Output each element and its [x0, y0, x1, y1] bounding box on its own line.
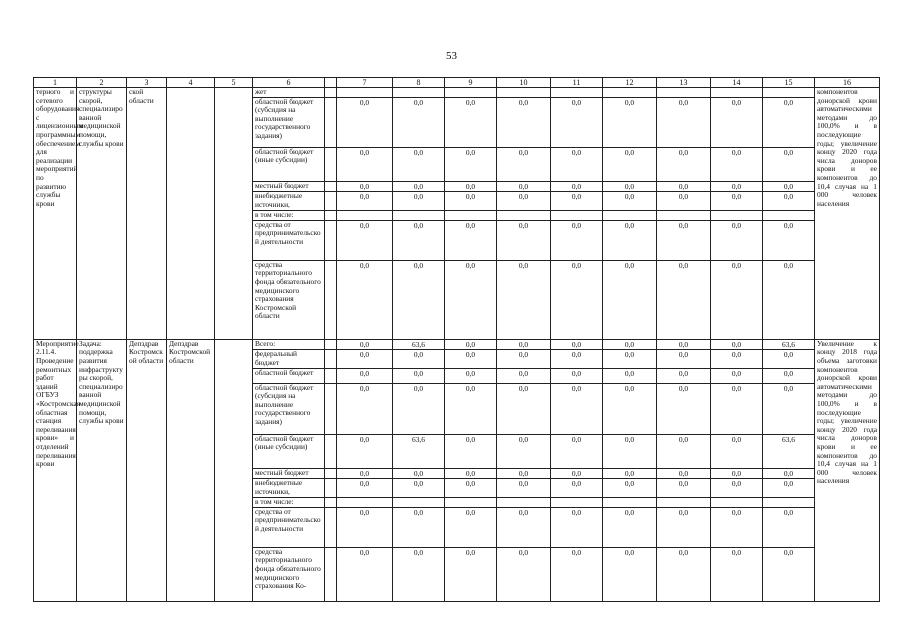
value-cell	[657, 88, 711, 98]
value-cell: 0,0	[551, 147, 603, 181]
value-cell: 0,0	[445, 434, 497, 468]
value-cell: 0,0	[337, 97, 393, 147]
value-cell: 0,0	[763, 181, 815, 192]
spacer-cell	[325, 192, 337, 211]
value-cell: 0,0	[445, 368, 497, 383]
value-cell	[603, 211, 657, 221]
spacer-cell	[325, 498, 337, 508]
column-header: 1	[34, 78, 77, 88]
value-cell: 0,0	[393, 147, 445, 181]
value-cell: 0,0	[393, 479, 445, 498]
value-cell: 0,0	[337, 350, 393, 368]
column-header: 13	[657, 78, 711, 88]
funding-source-cell: областной бюджет (субсидия на выполнение государственного задания)	[253, 383, 325, 434]
value-cell: 0,0	[603, 192, 657, 211]
value-cell: 0,0	[711, 220, 763, 260]
value-cell: 0,0	[445, 479, 497, 498]
value-cell: 0,0	[763, 383, 815, 434]
value-cell: 0,0	[711, 479, 763, 498]
value-cell: 0,0	[551, 383, 603, 434]
spacer-cell	[325, 383, 337, 434]
value-cell: 0,0	[711, 468, 763, 479]
value-cell: 0,0	[603, 220, 657, 260]
column-header: 12	[603, 78, 657, 88]
value-cell: 0,0	[657, 507, 711, 547]
value-cell: 0,0	[763, 260, 815, 339]
value-cell	[763, 498, 815, 508]
value-cell: 0,0	[711, 181, 763, 192]
value-cell: 0,0	[445, 468, 497, 479]
value-cell: 0,0	[603, 181, 657, 192]
spacer-cell	[325, 507, 337, 547]
spacer-cell	[325, 368, 337, 383]
spacer-cell	[325, 97, 337, 147]
value-cell: 0,0	[551, 468, 603, 479]
value-cell: 0,0	[763, 192, 815, 211]
column-header: 2	[77, 78, 127, 88]
value-cell: 0,0	[657, 147, 711, 181]
value-cell	[445, 498, 497, 508]
value-cell: 0,0	[445, 339, 497, 350]
value-cell: 0,0	[711, 260, 763, 339]
value-cell: 0,0	[551, 547, 603, 601]
column-header: 9	[445, 78, 497, 88]
column-header	[325, 78, 337, 88]
value-cell: 63,6	[393, 434, 445, 468]
activity-name-cell: Мероприятие 2.11.4. Проведение ремонтных работ зданий ОГБУЗ «Костромская областная станция переливания крови» и отделений переливания крови	[34, 339, 77, 601]
value-cell: 0,0	[337, 260, 393, 339]
spacer-cell	[325, 479, 337, 498]
value-cell: 0,0	[603, 368, 657, 383]
value-cell: 0,0	[711, 147, 763, 181]
value-cell	[497, 211, 551, 221]
value-cell	[551, 88, 603, 98]
value-cell: 0,0	[603, 479, 657, 498]
value-cell: 0,0	[497, 368, 551, 383]
value-cell: 0,0	[337, 220, 393, 260]
funding-source-cell: областной бюджет (субсидия на выполнение государственного задания)	[253, 97, 325, 147]
funding-source-cell: жет	[253, 88, 325, 98]
value-cell: 0,0	[393, 350, 445, 368]
spacer-cell	[325, 211, 337, 221]
value-cell: 0,0	[657, 181, 711, 192]
spacer-cell	[325, 350, 337, 368]
spacer-cell	[325, 434, 337, 468]
value-cell: 0,0	[603, 339, 657, 350]
value-cell: 0,0	[497, 97, 551, 147]
value-cell: 0,0	[445, 547, 497, 601]
executor-cell: Депздрав Костромской области	[127, 339, 167, 601]
value-cell: 0,0	[551, 434, 603, 468]
value-cell: 0,0	[711, 434, 763, 468]
value-cell	[497, 498, 551, 508]
value-cell: 0,0	[393, 260, 445, 339]
value-cell: 0,0	[603, 350, 657, 368]
value-cell: 0,0	[657, 383, 711, 434]
expected-result-cell: Увеличение к концу 2018 года объема заготовки компонентов донорской крови автоматическими методами до 100,0% и в последующие годы; увеличение концу 2020 года числа доноров крови и ее компонентов до 10,4 случая на 1 000 человек населения	[815, 339, 880, 601]
value-cell: 0,0	[497, 181, 551, 192]
spacer-cell	[325, 468, 337, 479]
value-cell: 0,0	[551, 260, 603, 339]
value-cell: 0,0	[657, 192, 711, 211]
value-cell: 0,0	[393, 468, 445, 479]
value-cell: 0,0	[337, 434, 393, 468]
task-cell: структуры скорой, специализированной медицинской помощи, службы крови	[77, 88, 127, 340]
funding-source-cell: средства от предпринимательской деятельности	[253, 507, 325, 547]
value-cell: 0,0	[337, 479, 393, 498]
header-row	[34, 78, 880, 88]
column-header: 14	[711, 78, 763, 88]
value-cell: 0,0	[337, 383, 393, 434]
value-cell: 0,0	[393, 181, 445, 192]
value-cell: 0,0	[603, 507, 657, 547]
column-header: 16	[815, 78, 880, 88]
value-cell: 0,0	[711, 383, 763, 434]
value-cell	[393, 88, 445, 98]
funding-source-cell: средства территориального фонда обязательного медицинского страхования Костромской области	[253, 260, 325, 339]
value-cell: 0,0	[657, 434, 711, 468]
value-cell: 63,6	[763, 434, 815, 468]
value-cell: 0,0	[711, 192, 763, 211]
funding-source-cell: областной бюджет (иные субсидии)	[253, 147, 325, 181]
spacer-cell	[325, 260, 337, 339]
value-cell: 0,0	[711, 97, 763, 147]
expected-result-cell: компонентов донорской крови автоматическими методами до 100,0% и в последующие годы; увеличение концу 2020 года числа доноров крови и ее компонентов до 10,4 случая на 1 000 человек населения	[815, 88, 880, 340]
spacer-cell	[325, 547, 337, 601]
value-cell: 0,0	[497, 383, 551, 434]
value-cell: 0,0	[551, 97, 603, 147]
value-cell: 0,0	[497, 192, 551, 211]
value-cell: 0,0	[393, 220, 445, 260]
spacer-cell	[325, 88, 337, 98]
value-cell	[551, 211, 603, 221]
value-cell: 0,0	[497, 350, 551, 368]
value-cell: 0,0	[551, 368, 603, 383]
value-cell: 0,0	[603, 97, 657, 147]
value-cell: 0,0	[763, 547, 815, 601]
value-cell	[337, 88, 393, 98]
value-cell: 0,0	[445, 147, 497, 181]
funding-source-cell: средства территориального фонда обязательного медицинского страхования Ко-	[253, 547, 325, 601]
spacer-cell	[325, 339, 337, 350]
value-cell: 0,0	[763, 350, 815, 368]
value-cell: 0,0	[711, 507, 763, 547]
value-cell: 0,0	[711, 368, 763, 383]
value-cell: 0,0	[711, 350, 763, 368]
funding-source-cell: областной бюджет (иные субсидии)	[253, 434, 325, 468]
value-cell	[763, 211, 815, 221]
value-cell: 0,0	[551, 220, 603, 260]
value-cell: 0,0	[551, 181, 603, 192]
value-cell: 0,0	[657, 479, 711, 498]
value-cell: 0,0	[445, 507, 497, 547]
value-cell	[393, 498, 445, 508]
value-cell: 0,0	[497, 507, 551, 547]
value-cell: 0,0	[657, 368, 711, 383]
value-cell: 0,0	[603, 547, 657, 601]
value-cell: 0,0	[763, 147, 815, 181]
empty-cell	[215, 339, 253, 601]
value-cell: 0,0	[657, 350, 711, 368]
value-cell: 0,0	[445, 350, 497, 368]
value-cell	[337, 498, 393, 508]
coexecutor-cell: Депздрав Костромской области	[167, 339, 215, 601]
value-cell: 63,6	[763, 339, 815, 350]
value-cell: 0,0	[603, 468, 657, 479]
value-cell: 0,0	[763, 468, 815, 479]
value-cell	[337, 211, 393, 221]
value-cell: 0,0	[657, 468, 711, 479]
executor-cell: ской области	[127, 88, 167, 340]
column-header: 3	[127, 78, 167, 88]
value-cell: 0,0	[603, 260, 657, 339]
value-cell: 0,0	[445, 181, 497, 192]
value-cell: 0,0	[393, 192, 445, 211]
funding-source-cell: внебюджетные источники,	[253, 192, 325, 211]
column-header: 8	[393, 78, 445, 88]
value-cell: 0,0	[445, 220, 497, 260]
value-cell: 0,0	[497, 479, 551, 498]
value-cell: 0,0	[497, 260, 551, 339]
value-cell: 0,0	[337, 507, 393, 547]
value-cell: 0,0	[393, 368, 445, 383]
value-cell	[763, 88, 815, 98]
value-cell	[393, 211, 445, 221]
funding-source-cell: федеральный бюджет	[253, 350, 325, 368]
coexecutor-cell	[167, 88, 215, 340]
value-cell: 0,0	[497, 547, 551, 601]
value-cell: 63,6	[393, 339, 445, 350]
activity-name-cell: терного и сетевого оборудования с лицензионным программным обеспечением для реализации мероприятий по развитию службы крови	[34, 88, 77, 340]
funding-source-cell: в том числе:	[253, 498, 325, 508]
value-cell: 0,0	[497, 220, 551, 260]
value-cell: 0,0	[497, 468, 551, 479]
value-cell	[657, 498, 711, 508]
value-cell: 0,0	[551, 350, 603, 368]
value-cell: 0,0	[497, 339, 551, 350]
spacer-cell	[325, 220, 337, 260]
funding-source-cell: внебюджетные источники,	[253, 479, 325, 498]
value-cell	[711, 498, 763, 508]
value-cell: 0,0	[763, 368, 815, 383]
page-number: 53	[446, 50, 457, 62]
value-cell: 0,0	[603, 383, 657, 434]
value-cell	[711, 88, 763, 98]
value-cell	[657, 211, 711, 221]
column-header: 4	[167, 78, 215, 88]
value-cell: 0,0	[551, 192, 603, 211]
value-cell: 0,0	[763, 479, 815, 498]
spacer-cell	[325, 181, 337, 192]
empty-cell	[215, 88, 253, 340]
value-cell	[497, 88, 551, 98]
value-cell: 0,0	[657, 339, 711, 350]
value-cell	[445, 211, 497, 221]
value-cell	[711, 211, 763, 221]
value-cell: 0,0	[657, 547, 711, 601]
value-cell: 0,0	[337, 181, 393, 192]
task-cell: Задача: поддержка развития инфраструктуры скорой, специализированной медицинской помощи, службы крови	[77, 339, 127, 601]
column-header: 5	[215, 78, 253, 88]
table-row	[34, 339, 880, 350]
value-cell: 0,0	[337, 192, 393, 211]
value-cell: 0,0	[393, 507, 445, 547]
value-cell: 0,0	[393, 97, 445, 147]
column-header: 6	[253, 78, 325, 88]
value-cell: 0,0	[337, 547, 393, 601]
table-body	[34, 78, 880, 602]
funding-source-cell: в том числе:	[253, 211, 325, 221]
value-cell: 0,0	[497, 434, 551, 468]
funding-source-cell: местный бюджет	[253, 181, 325, 192]
value-cell: 0,0	[657, 260, 711, 339]
value-cell: 0,0	[337, 147, 393, 181]
value-cell: 0,0	[551, 507, 603, 547]
funding-source-cell: средства от предпринимательской деятельности	[253, 220, 325, 260]
value-cell: 0,0	[445, 192, 497, 211]
value-cell: 0,0	[551, 479, 603, 498]
value-cell: 0,0	[337, 468, 393, 479]
value-cell: 0,0	[445, 260, 497, 339]
value-cell: 0,0	[551, 339, 603, 350]
value-cell: 0,0	[393, 547, 445, 601]
funding-source-cell: Всего:	[253, 339, 325, 350]
value-cell: 0,0	[393, 383, 445, 434]
column-header: 7	[337, 78, 393, 88]
value-cell: 0,0	[337, 339, 393, 350]
table-row	[34, 88, 880, 98]
value-cell: 0,0	[763, 220, 815, 260]
value-cell: 0,0	[711, 339, 763, 350]
value-cell: 0,0	[445, 97, 497, 147]
value-cell: 0,0	[711, 547, 763, 601]
value-cell	[603, 498, 657, 508]
value-cell: 0,0	[445, 383, 497, 434]
column-header: 11	[551, 78, 603, 88]
column-header: 10	[497, 78, 551, 88]
value-cell	[445, 88, 497, 98]
value-cell: 0,0	[603, 147, 657, 181]
value-cell: 0,0	[337, 368, 393, 383]
value-cell: 0,0	[657, 220, 711, 260]
column-header: 15	[763, 78, 815, 88]
value-cell: 0,0	[497, 147, 551, 181]
budget-table	[33, 77, 880, 602]
value-cell	[551, 498, 603, 508]
funding-source-cell: областной бюджет	[253, 368, 325, 383]
spacer-cell	[325, 147, 337, 181]
value-cell: 0,0	[657, 97, 711, 147]
funding-source-cell: местный бюджет	[253, 468, 325, 479]
value-cell: 0,0	[603, 434, 657, 468]
value-cell: 0,0	[763, 507, 815, 547]
value-cell: 0,0	[763, 97, 815, 147]
value-cell	[603, 88, 657, 98]
